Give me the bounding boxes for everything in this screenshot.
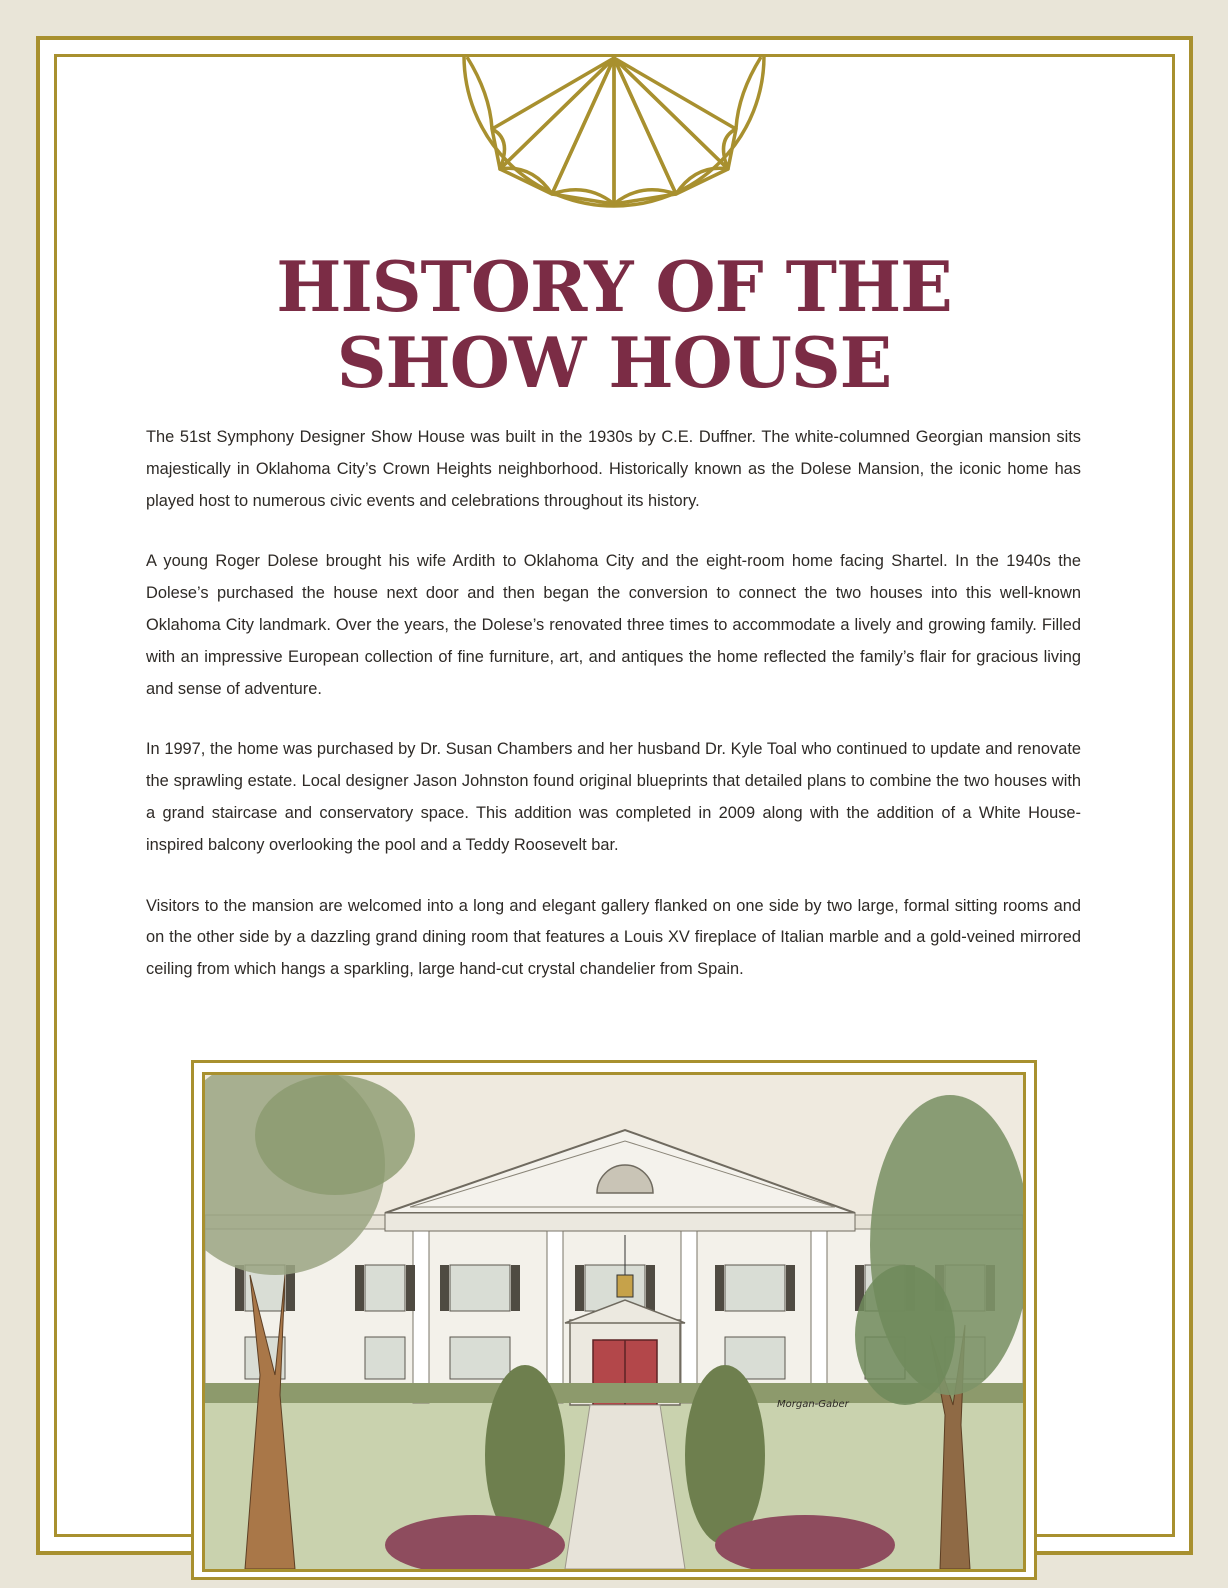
page-title	[150, 247, 1078, 404]
title-line-1: HISTORY OF THE	[276, 247, 952, 328]
paragraph-3: In 1997, the home was purchased by Dr. Susan Chambers and her husband Dr. Kyle Toal who continued to update and renovate the sprawling estate. Local designer Jason Johnston found original blueprints that detailed plans to combine the two houses with a grand staircase and conservatory space. This addition was completed in 2009 along with the addition of a White House-inspired balcony overlooking the pool and a Teddy Roosevelt bar.	[146, 740, 1081, 854]
paragraph-2: A young Roger Dolese brought his wife Ardith to Oklahoma City and the eight-room home facing Shartel. In the 1940s the Dolese’s purchased the house next door and then began the conversion to connect the two houses into this well-known Oklahoma City landmark. Over the years, the Dolese’s renovated three times to accommodate a lively and growing family. Filled with an impressive European collection of fine furniture, art, and antiques the home reflected the family’s flair for gracious living and sense of adventure.	[146, 552, 1081, 698]
illustration	[202, 1072, 1026, 1572]
artist-signature: Morgan-Gaber	[777, 1399, 849, 1410]
fan-ornament-icon	[462, 54, 766, 210]
paragraph-1: The 51st Symphony Designer Show House was built in the 1930s by C.E. Duffner. The white-columned Georgian mansion sits majestically in Oklahoma City’s Crown Heights neighborhood. Historically known as the Dolese Mansion, the iconic home has played host to numerous civic events and celebrations throughout its history.	[146, 428, 1081, 510]
title-line-2: SHOW HOUSE	[336, 323, 892, 404]
history-body	[146, 422, 1081, 1015]
paragraph-4: Visitors to the mansion are welcomed into a long and elegant gallery flanked on one side by two large, formal sitting rooms and on the other side by a dazzling grand dining room that features a Louis XV fireplace of Italian marble and a gold-veined mirrored ceiling from which hangs a sparkling, large hand-cut crystal chandelier from Spain.	[146, 896, 1081, 979]
mansion-illustration-icon	[205, 1075, 1023, 1569]
